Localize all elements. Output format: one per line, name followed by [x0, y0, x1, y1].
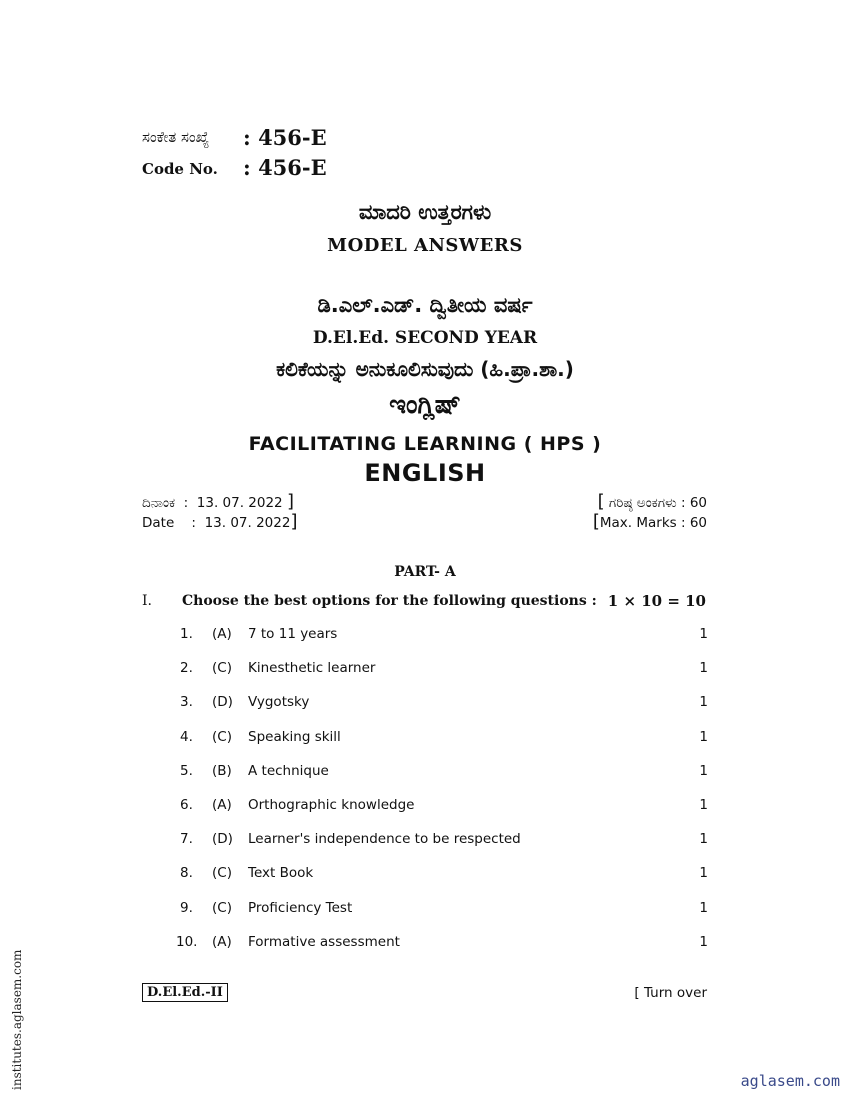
- answer-option: (B): [212, 762, 232, 779]
- answer-list: [142, 622, 708, 964]
- answer-number: 7.: [180, 831, 193, 848]
- answer-row: [142, 725, 708, 759]
- answer-mark: 1: [699, 762, 708, 779]
- answer-option: (C): [212, 660, 232, 677]
- answer-text: Vygotsky: [248, 694, 310, 711]
- answer-mark: 1: [699, 728, 708, 745]
- part-heading: PART- A: [394, 564, 456, 580]
- answer-option: (C): [212, 865, 232, 882]
- marks-bracket: [: [597, 491, 605, 512]
- subject-kannada-line2: ಇಂಗ್ಲಿಷ್: [389, 390, 461, 420]
- answer-row: [142, 656, 708, 690]
- answer-number: 6.: [180, 796, 193, 813]
- answer-row: [142, 930, 708, 964]
- date-bracket: ]: [290, 511, 298, 532]
- answer-option: (D): [212, 831, 233, 848]
- answer-row: [142, 896, 708, 930]
- answer-text: Formative assessment: [248, 933, 400, 950]
- answer-text: Proficiency Test: [248, 899, 353, 916]
- answer-mark: 1: [699, 865, 708, 882]
- max-marks-english-text: Max. Marks : 60: [599, 515, 707, 531]
- answer-option: (C): [212, 899, 232, 916]
- answer-mark: 1: [699, 933, 708, 950]
- date-kannada-text: ದಿನಾಂಕ : 13. 07. 2022: [142, 495, 283, 511]
- date-kannada: [142, 493, 294, 511]
- subject-kannada-line1: ಕಲಿಕೆಯನ್ನು ಅನುಕೂಲಿಸುವುದು (ಹಿ.ಪ್ರಾ.ಶಾ.): [276, 357, 574, 381]
- subject-english-line2: ENGLISH: [364, 459, 486, 487]
- answer-mark: 1: [699, 626, 708, 642]
- answer-number: 8.: [180, 865, 193, 882]
- answer-row: [142, 793, 708, 827]
- code-value-kannada: : 456-E: [243, 125, 327, 150]
- answer-number: 2.: [180, 660, 193, 677]
- code-label-kannada: ಸಂಕೇತ ಸಂಖ್ಯೆ: [142, 128, 210, 146]
- answer-text: 7 to 11 years: [248, 626, 338, 642]
- course-code-box: D.El.Ed.-II: [142, 983, 228, 1002]
- answer-number: 3.: [180, 694, 193, 711]
- answer-number: 1.: [180, 626, 193, 642]
- answer-mark: 1: [699, 796, 708, 813]
- answer-text: Orthographic knowledge: [248, 796, 415, 813]
- side-watermark: institutes.aglasem.com: [10, 949, 24, 1090]
- answer-text: Learner's independence to be respected: [248, 831, 521, 848]
- title-english: MODEL ANSWERS: [327, 235, 523, 256]
- answer-row: [142, 827, 708, 861]
- answer-option: (A): [212, 796, 232, 813]
- answer-mark: 1: [699, 660, 708, 677]
- date-english-text: Date : 13. 07. 2022: [142, 515, 291, 531]
- answer-text: A technique: [248, 762, 329, 779]
- answer-number: 10.: [176, 933, 198, 950]
- answer-row: [142, 622, 708, 656]
- question-text: Choose the best options for the following questions :: [182, 593, 597, 609]
- question-marks: 1 × 10 = 10: [607, 592, 706, 610]
- question-number: I.: [142, 593, 152, 609]
- max-marks-english: [593, 513, 707, 531]
- max-marks-kannada: [598, 493, 707, 511]
- answer-number: 9.: [180, 899, 193, 916]
- answer-number: 5.: [180, 762, 193, 779]
- answer-option: (A): [212, 626, 232, 642]
- answer-number: 4.: [180, 728, 193, 745]
- answer-mark: 1: [699, 899, 708, 916]
- turn-over-note: [ Turn over: [634, 985, 707, 1001]
- max-marks-kannada-text: ಗರಿಷ್ಠ ಅಂಕಗಳು : 60: [608, 495, 707, 511]
- course-english: D.El.Ed. SECOND YEAR: [312, 328, 538, 348]
- answer-option: (C): [212, 728, 232, 745]
- answer-row: [142, 690, 708, 724]
- answer-text: Kinesthetic learner: [248, 660, 376, 677]
- answer-mark: 1: [699, 831, 708, 848]
- answer-option: (D): [212, 694, 233, 711]
- course-kannada: ಡಿ.ಎಲ್.ಎಡ್. ದ್ವಿತೀಯ ವರ್ಷ: [317, 293, 533, 317]
- answer-row: [142, 759, 708, 793]
- answer-option: (A): [212, 933, 232, 950]
- answer-row: [142, 861, 708, 895]
- answer-text: Speaking skill: [248, 728, 341, 745]
- title-kannada: ಮಾದರಿ ಉತ್ತರಗಳು: [358, 200, 492, 224]
- subject-english-line1: FACILITATING LEARNING ( HPS ): [248, 433, 602, 455]
- marks-bracket: [: [592, 511, 600, 532]
- date-bracket: ]: [286, 491, 294, 512]
- brand-watermark: aglasem.com: [740, 1072, 840, 1090]
- date-english: [142, 513, 297, 531]
- code-label-english: Code No.: [142, 160, 218, 178]
- answer-text: Text Book: [248, 865, 314, 882]
- answer-mark: 1: [699, 694, 708, 711]
- code-value-english: : 456-E: [243, 155, 327, 180]
